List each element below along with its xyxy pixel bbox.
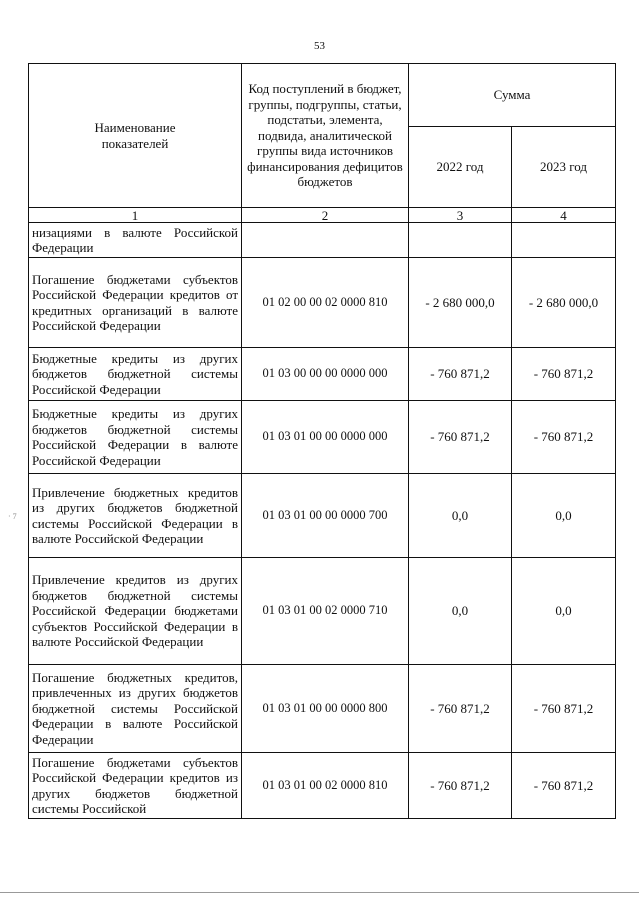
row-name: низациями в валюте Российской Федерации — [29, 223, 242, 258]
header-name-text: Наименование показателей — [94, 120, 176, 151]
row-code: 01 03 01 00 00 0000 700 — [242, 474, 409, 558]
row-value-2022 — [409, 223, 512, 258]
header-code: Код поступлений в бюджет, группы, подгруппы, статьи, подстатьи, элемента, подвида, аналитической группы вида источников финансирования дефицитов бюджетов — [242, 64, 409, 208]
row-value-2023: - 2 680 000,0 — [512, 258, 616, 348]
row-value-2022: - 760 871,2 — [409, 401, 512, 474]
row-code: 01 03 01 00 00 0000 000 — [242, 401, 409, 474]
column-number: 4 — [512, 208, 616, 223]
table-row — [29, 348, 616, 401]
row-value-2023 — [512, 223, 616, 258]
row-code: 01 02 00 00 02 0000 810 — [242, 258, 409, 348]
column-number-row — [29, 208, 616, 223]
row-code: 01 03 01 00 00 0000 800 — [242, 665, 409, 753]
row-code — [242, 223, 409, 258]
row-value-2023: - 760 871,2 — [512, 348, 616, 401]
column-number: 1 — [29, 208, 242, 223]
row-value-2022: 0,0 — [409, 474, 512, 558]
table-row — [29, 258, 616, 348]
table-row — [29, 223, 616, 258]
row-value-2022: - 760 871,2 — [409, 665, 512, 753]
row-name: Погашение бюджетами субъектов Российской Федерации кредитов из других бюджетов бюджетной системы Российской — [29, 753, 242, 819]
row-name: Бюджетные кредиты из других бюджетов бюджетной системы Российской Федерации — [29, 348, 242, 401]
column-number: 2 — [242, 208, 409, 223]
budget-sources-table — [28, 63, 616, 819]
row-value-2023: - 760 871,2 — [512, 401, 616, 474]
table-row — [29, 665, 616, 753]
table-row — [29, 474, 616, 558]
row-value-2023: - 760 871,2 — [512, 753, 616, 819]
row-name: Привлечение кредитов из других бюджетов бюджетной системы Российской Федерации бюджетами субъектов Российской Федерации в валюте Российской Федерации — [29, 558, 242, 665]
row-code: 01 03 01 00 02 0000 810 — [242, 753, 409, 819]
row-name: Бюджетные кредиты из других бюджетов бюджетной системы Российской Федерации в валюте Российской Федерации — [29, 401, 242, 474]
row-value-2022: 0,0 — [409, 558, 512, 665]
row-name: Погашение бюджетами субъектов Российской Федерации кредитов от кредитных организаций в валюте Российской Федерации — [29, 258, 242, 348]
row-value-2023: - 760 871,2 — [512, 665, 616, 753]
row-value-2022: - 760 871,2 — [409, 348, 512, 401]
row-name: Привлечение бюджетных кредитов из других бюджетов бюджетной системы Российской Федерации в валюте Российской Федерации — [29, 474, 242, 558]
header-year-2023: 2023 год — [512, 127, 616, 208]
table-row — [29, 558, 616, 665]
row-code: 01 03 01 00 02 0000 710 — [242, 558, 409, 665]
page-bottom-rule — [0, 892, 639, 893]
table-row — [29, 401, 616, 474]
row-value-2022: - 2 680 000,0 — [409, 258, 512, 348]
column-number: 3 — [409, 208, 512, 223]
header-year-2022: 2022 год — [409, 127, 512, 208]
header-sum: Сумма — [409, 64, 616, 127]
page-number: 53 — [314, 40, 325, 52]
table-row — [29, 753, 616, 819]
row-value-2022: - 760 871,2 — [409, 753, 512, 819]
margin-mark: · 7 — [8, 512, 17, 521]
header-name — [29, 64, 242, 208]
row-name: Погашение бюджетных кредитов, привлеченных из других бюджетов бюджетной системы Российской Федерации в валюте Российской Федерации — [29, 665, 242, 753]
row-code: 01 03 00 00 00 0000 000 — [242, 348, 409, 401]
row-value-2023: 0,0 — [512, 474, 616, 558]
row-value-2023: 0,0 — [512, 558, 616, 665]
